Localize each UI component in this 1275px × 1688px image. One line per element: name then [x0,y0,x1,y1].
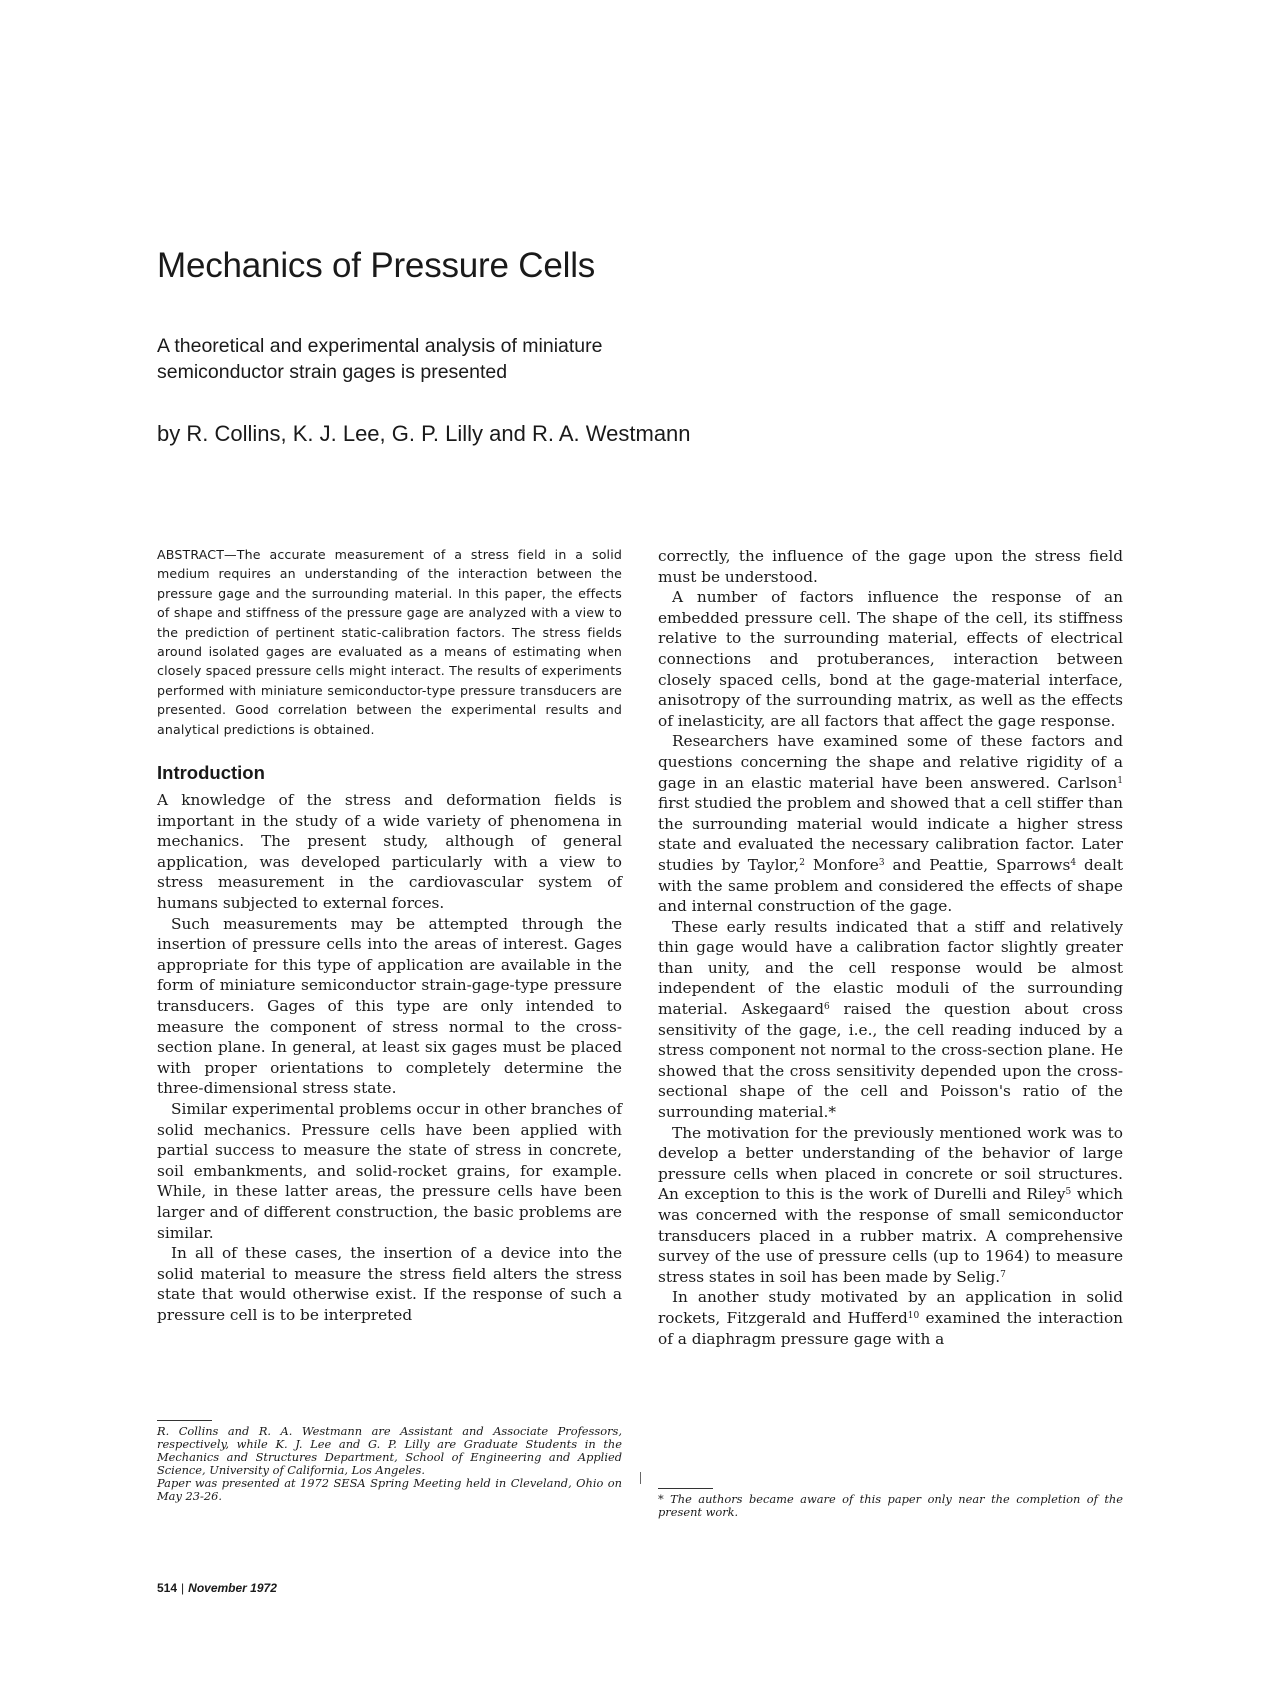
asterisk-footnote [658,1488,1123,1519]
text-run: raised the question about cross sensitivity of the gage, i.e., the cell reading induced by a stress component not normal to the cross-section plane. He showed that the cross sensitivity depended upon the cross-sectional shape of the cell and Poisson's ratio of the surrounding material.* [658,1000,1123,1122]
citation-ref: 4 [1070,857,1077,868]
text-run: and Peattie, Sparrows [884,855,1071,874]
paragraph: Similar experimental problems occur in other branches of solid mechanics. Pressure cells have been applied with partial success to measure the state of stress in concrete, soil embankments, and solid-rocket grains, for example. While, in these latter areas, the pressure cells have been larger and of different construction, the basic problems are similar. [157,1099,622,1242]
page-title: Mechanics of Pressure Cells [157,246,596,285]
citation-ref: 2 [799,857,805,868]
author-byline: by R. Collins, K. J. Lee, G. P. Lilly and R. A. Westmann [157,421,691,446]
footnote-text: * The authors became aware of this paper only near the completion of the present work. [658,1492,1123,1519]
paragraph: In all of these cases, the insertion of a device into the solid material to measure the stress field alters the stress state that would otherwise exist. If the response of such a pressure cell is to be interpreted [157,1244,622,1324]
text-run: examined the interaction of a diaphragm pressure gage with a [658,1308,1124,1348]
abstract: ABSTRACT—The accurate measurement of a stress field in a solid medium requires an understanding of the interaction between the pressure gage and the surrounding material. In this paper, the effects of shape and stiffness of the pressure gage are analyzed with a view to the prediction of pertinent static-calibration factors. The stress fields around isolated gages are evaluated as a means of estimating when closely spaced pressure cells might interact. The results of experiments performed with miniature semiconductor-type pressure transducers are presented. Good correlation between the experimental results and analytical predictions is obtained. [157,547,622,737]
paragraph [658,1123,1123,1288]
citation-ref: 10 [907,1310,920,1321]
paragraph: A knowledge of the stress and deformation fields is important in the study of a wide variety of phenomena in mechanics. The present study, although of general application, was developed particularly with a view to stress measurement in the cardiovascular system of humans subjected to external forces. [157,791,622,913]
subtitle-line: semiconductor strain gages is presented [157,361,508,383]
text-run: which was concerned with the response of small semiconductor transducers placed in a rubber matrix. A comprehensive survey of the use of pressure cells (up to 1964) to measure stress states in soil has been made by Selig. [658,1185,1123,1286]
paragraph [658,917,1123,1123]
right-column [658,546,1123,1349]
issue-date: November 1972 [188,1581,277,1595]
text-run: In another study motivated by an application in solid rockets, Fitzgerald and Hufferd [658,1288,1123,1327]
subtitle-line: A theoretical and experimental analysis of miniature [157,335,603,357]
page-footer [157,1581,277,1595]
paragraph [658,731,1123,916]
footnote-rule [157,1420,212,1421]
text-run: dealt with the same problem and considered the effects of shape and internal construction of the gage. [658,855,1124,916]
text-run: Monfore [804,855,879,874]
text-run: These early results indicated that a stiff and relatively thin gage would have a calibration factor slightly greater than unity, and the cell response would be almost independent of the elastic moduli of the surrounding material. Askegaard [658,917,1123,1019]
text-run: Researchers have examined some of these factors and questions concerning the shape and relative rigidity of a gage in an elastic material have been answered. Carlson [658,732,1123,792]
citation-ref: 1 [1117,775,1123,786]
footer-separator: | [181,1581,185,1595]
paragraph: A number of factors influence the response of an embedded pressure cell. The shape of the cell, its stiffness relative to the surrounding material, effects of electrical connections and protuberances, interaction between closely spaced cells, bond at the gage-material interface, anisotropy of the surrounding matrix, as well as the effects of inelasticity, are all factors that affect the gage response. [658,588,1123,730]
footnote-text: R. Collins and R. A. Westmann are Assistant and Associate Professors, respectively, while K. J. Lee and G. P. Lilly are Graduate Students in the Mechanics and Structures Department, School of Engineering and Applied Science, University of California, Los Angeles. [157,1424,622,1477]
paragraph: Such measurements may be attempted through the insertion of pressure cells into the areas of interest. Gages appropriate for this type of application are available in the form of miniature semiconductor strain-gage-type pressure transducers. Gages of this type are only intended to measure the component of stress normal to the cross-section plane. In general, at least six gages must be placed with proper orientations to completely determine the three-dimensional stress state. [157,914,622,1098]
column-divider [640,1472,641,1484]
citation-ref: 3 [878,857,885,868]
text-run: first studied the problem and showed that a cell stiffer than the surrounding material would indicate a higher stress state and evaluated the necessary calibration factor. Later studies by Taylor, [658,794,1123,874]
author-footnote [157,1420,622,1503]
paragraph: correctly, the influence of the gage upon the stress field must be understood. [658,547,1123,586]
citation-ref: 7 [1000,1269,1006,1280]
citation-ref: 6 [824,1002,830,1013]
text-run: The motivation for the previously mentioned work was to develop a better understanding of the behavior of large pressure cells when placed in concrete or soil structures. An exception to this is the work of Durelli and Riley [658,1123,1123,1204]
paragraph [658,1287,1123,1349]
footnote-rule [658,1488,713,1489]
subtitle [157,333,717,385]
citation-ref: 5 [1065,1187,1072,1198]
left-column [157,545,622,1326]
introduction-body [157,790,622,1325]
section-heading-introduction: Introduction [157,762,265,784]
footnote-text: Paper was presented at 1972 SESA Spring Meeting held in Cleveland, Ohio on May 23-26. [157,1476,622,1503]
page-number: 514 [157,1581,178,1595]
